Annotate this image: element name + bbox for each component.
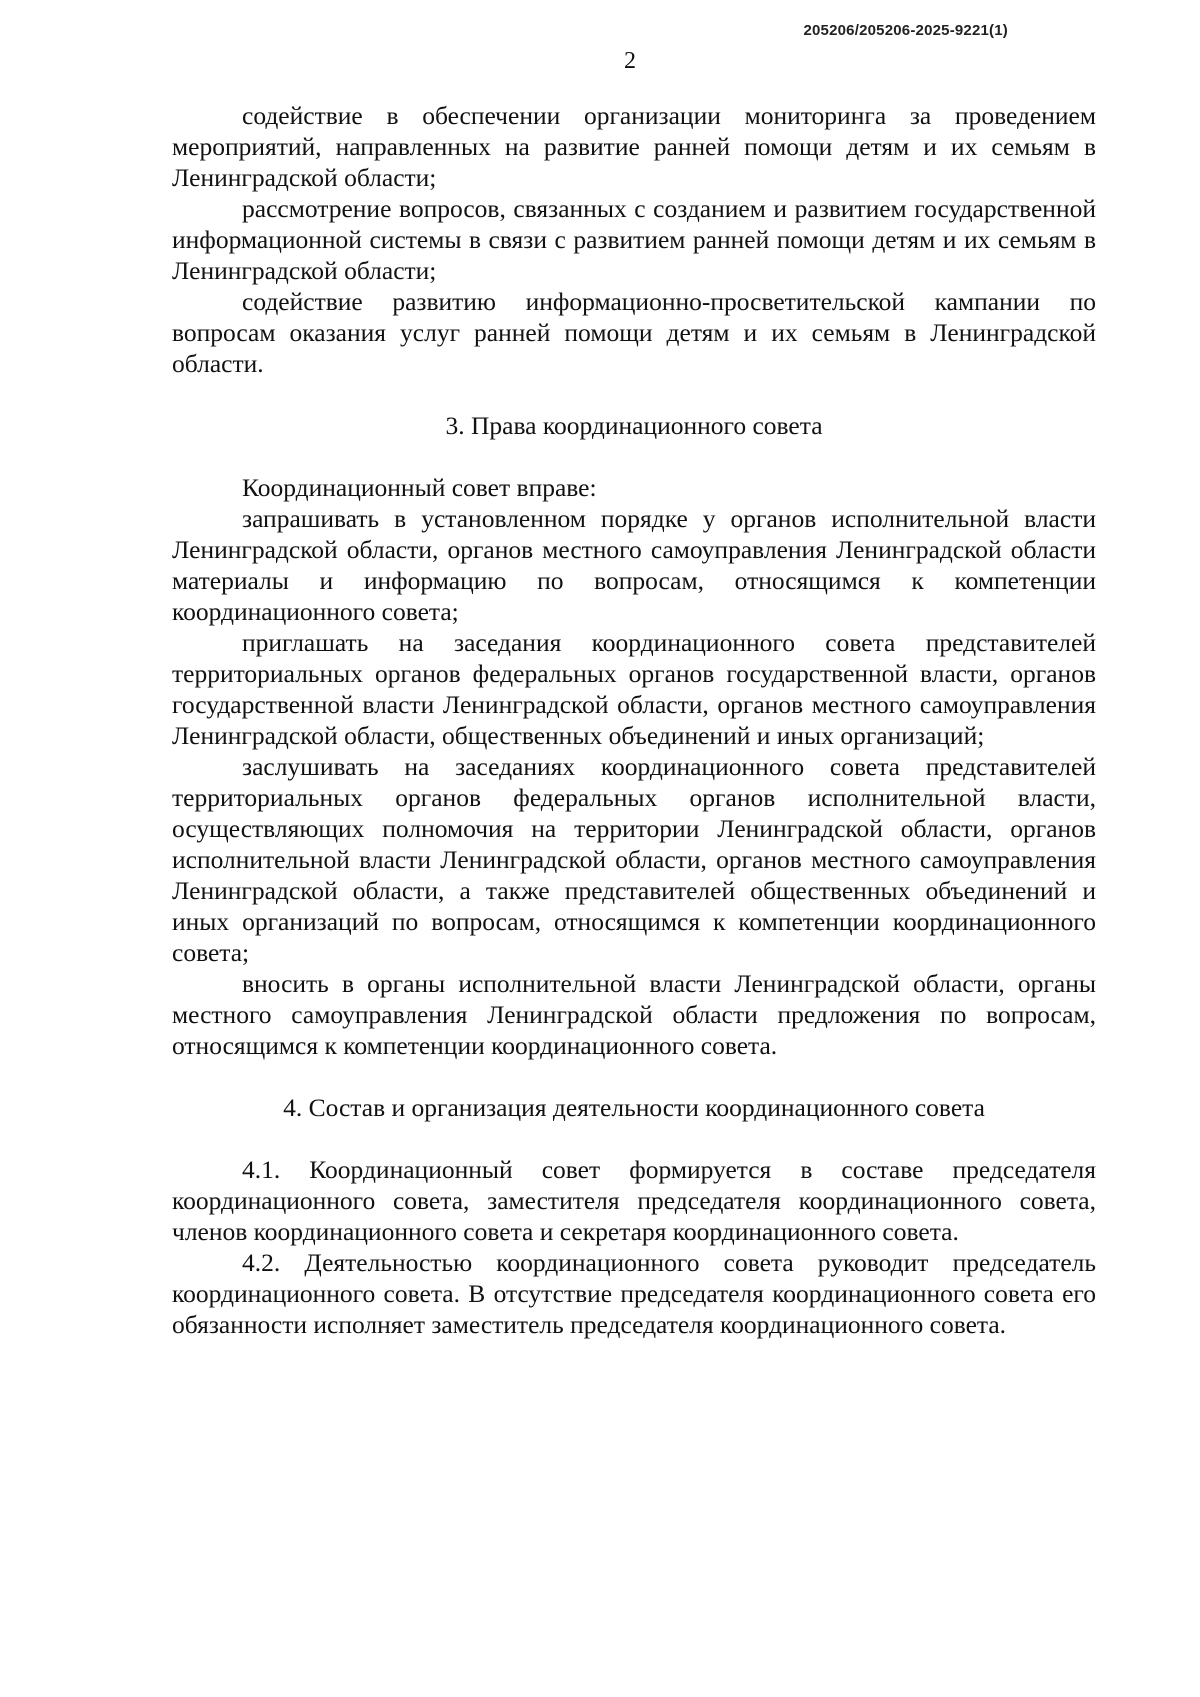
spacer [172,1061,1096,1092]
document-registration-number: 205206/205206-2025-9221(1) [803,22,1008,39]
spacer [172,441,1096,472]
body-paragraph: приглашать на заседания координационного совета представителей территориальных органов федеральных органов государственной власти, органов государственной власти Ленинградской области, органов местного самоуправления Ленинградской области, общественных объединений и иных организаций; [172,628,1096,750]
body-paragraph: заслушивать на заседаниях координационного совета представителей территориальных органов федеральных органов исполнительной власти, осуществляющих полномочия на территории Ленинградской области, органов исполнительной власти Ленинградской области, органов местного самоуправления Ленинградской области, а также представителей общественных объединений и иных организаций по вопросам, относящимся к компетенции координационного совета; [172,752,1096,967]
spacer [172,379,1096,410]
section-heading: 4. Состав и организация деятельности координационного совета [283,1093,985,1122]
page-number: 2 [624,48,636,74]
body-paragraph: запрашивать в установленном порядке у органов исполнительной власти Ленинградской области, органов местного самоуправления Ленинградской области материалы и информацию по вопросам, относящимся к компетенции координационного совета; [172,504,1096,626]
document-body [172,100,1096,1340]
numbered-paragraph: 4.2. Деятельностью координационного совета руководит председатель координационного совета. В отсутствие председателя координационного совета его обязанности исполняет заместитель председателя координационного совета. [172,1248,1096,1339]
body-paragraph: содействие развитию информационно-просветительской кампании по вопросам оказания услуг ранней помощи детям и их семьям в Ленинградской области. [172,287,1096,378]
body-paragraph: вносить в органы исполнительной власти Ленинградской области, органы местного самоуправления Ленинградской области предложения по вопросам, относящимся к компетенции координационного совета. [172,969,1096,1060]
numbered-paragraph: 4.1. Координационный совет формируется в составе председателя координационного совета, заместителя председателя координационного совета, членов координационного совета и секретаря координационного совета. [172,1155,1096,1246]
body-paragraph: содействие в обеспечении организации мониторинга за проведением мероприятий, направленных на развитие ранней помощи детям и их семьям в Ленинградской области; [172,101,1096,192]
body-paragraph: рассмотрение вопросов, связанных с созданием и развитием государственной информационной системы в связи с развитием ранней помощи детям и их семьям в Ленинградской области; [172,194,1096,285]
spacer [172,1123,1096,1154]
section-lead: Координационный совет вправе: [242,473,597,502]
section-heading: 3. Права координационного совета [445,411,823,440]
